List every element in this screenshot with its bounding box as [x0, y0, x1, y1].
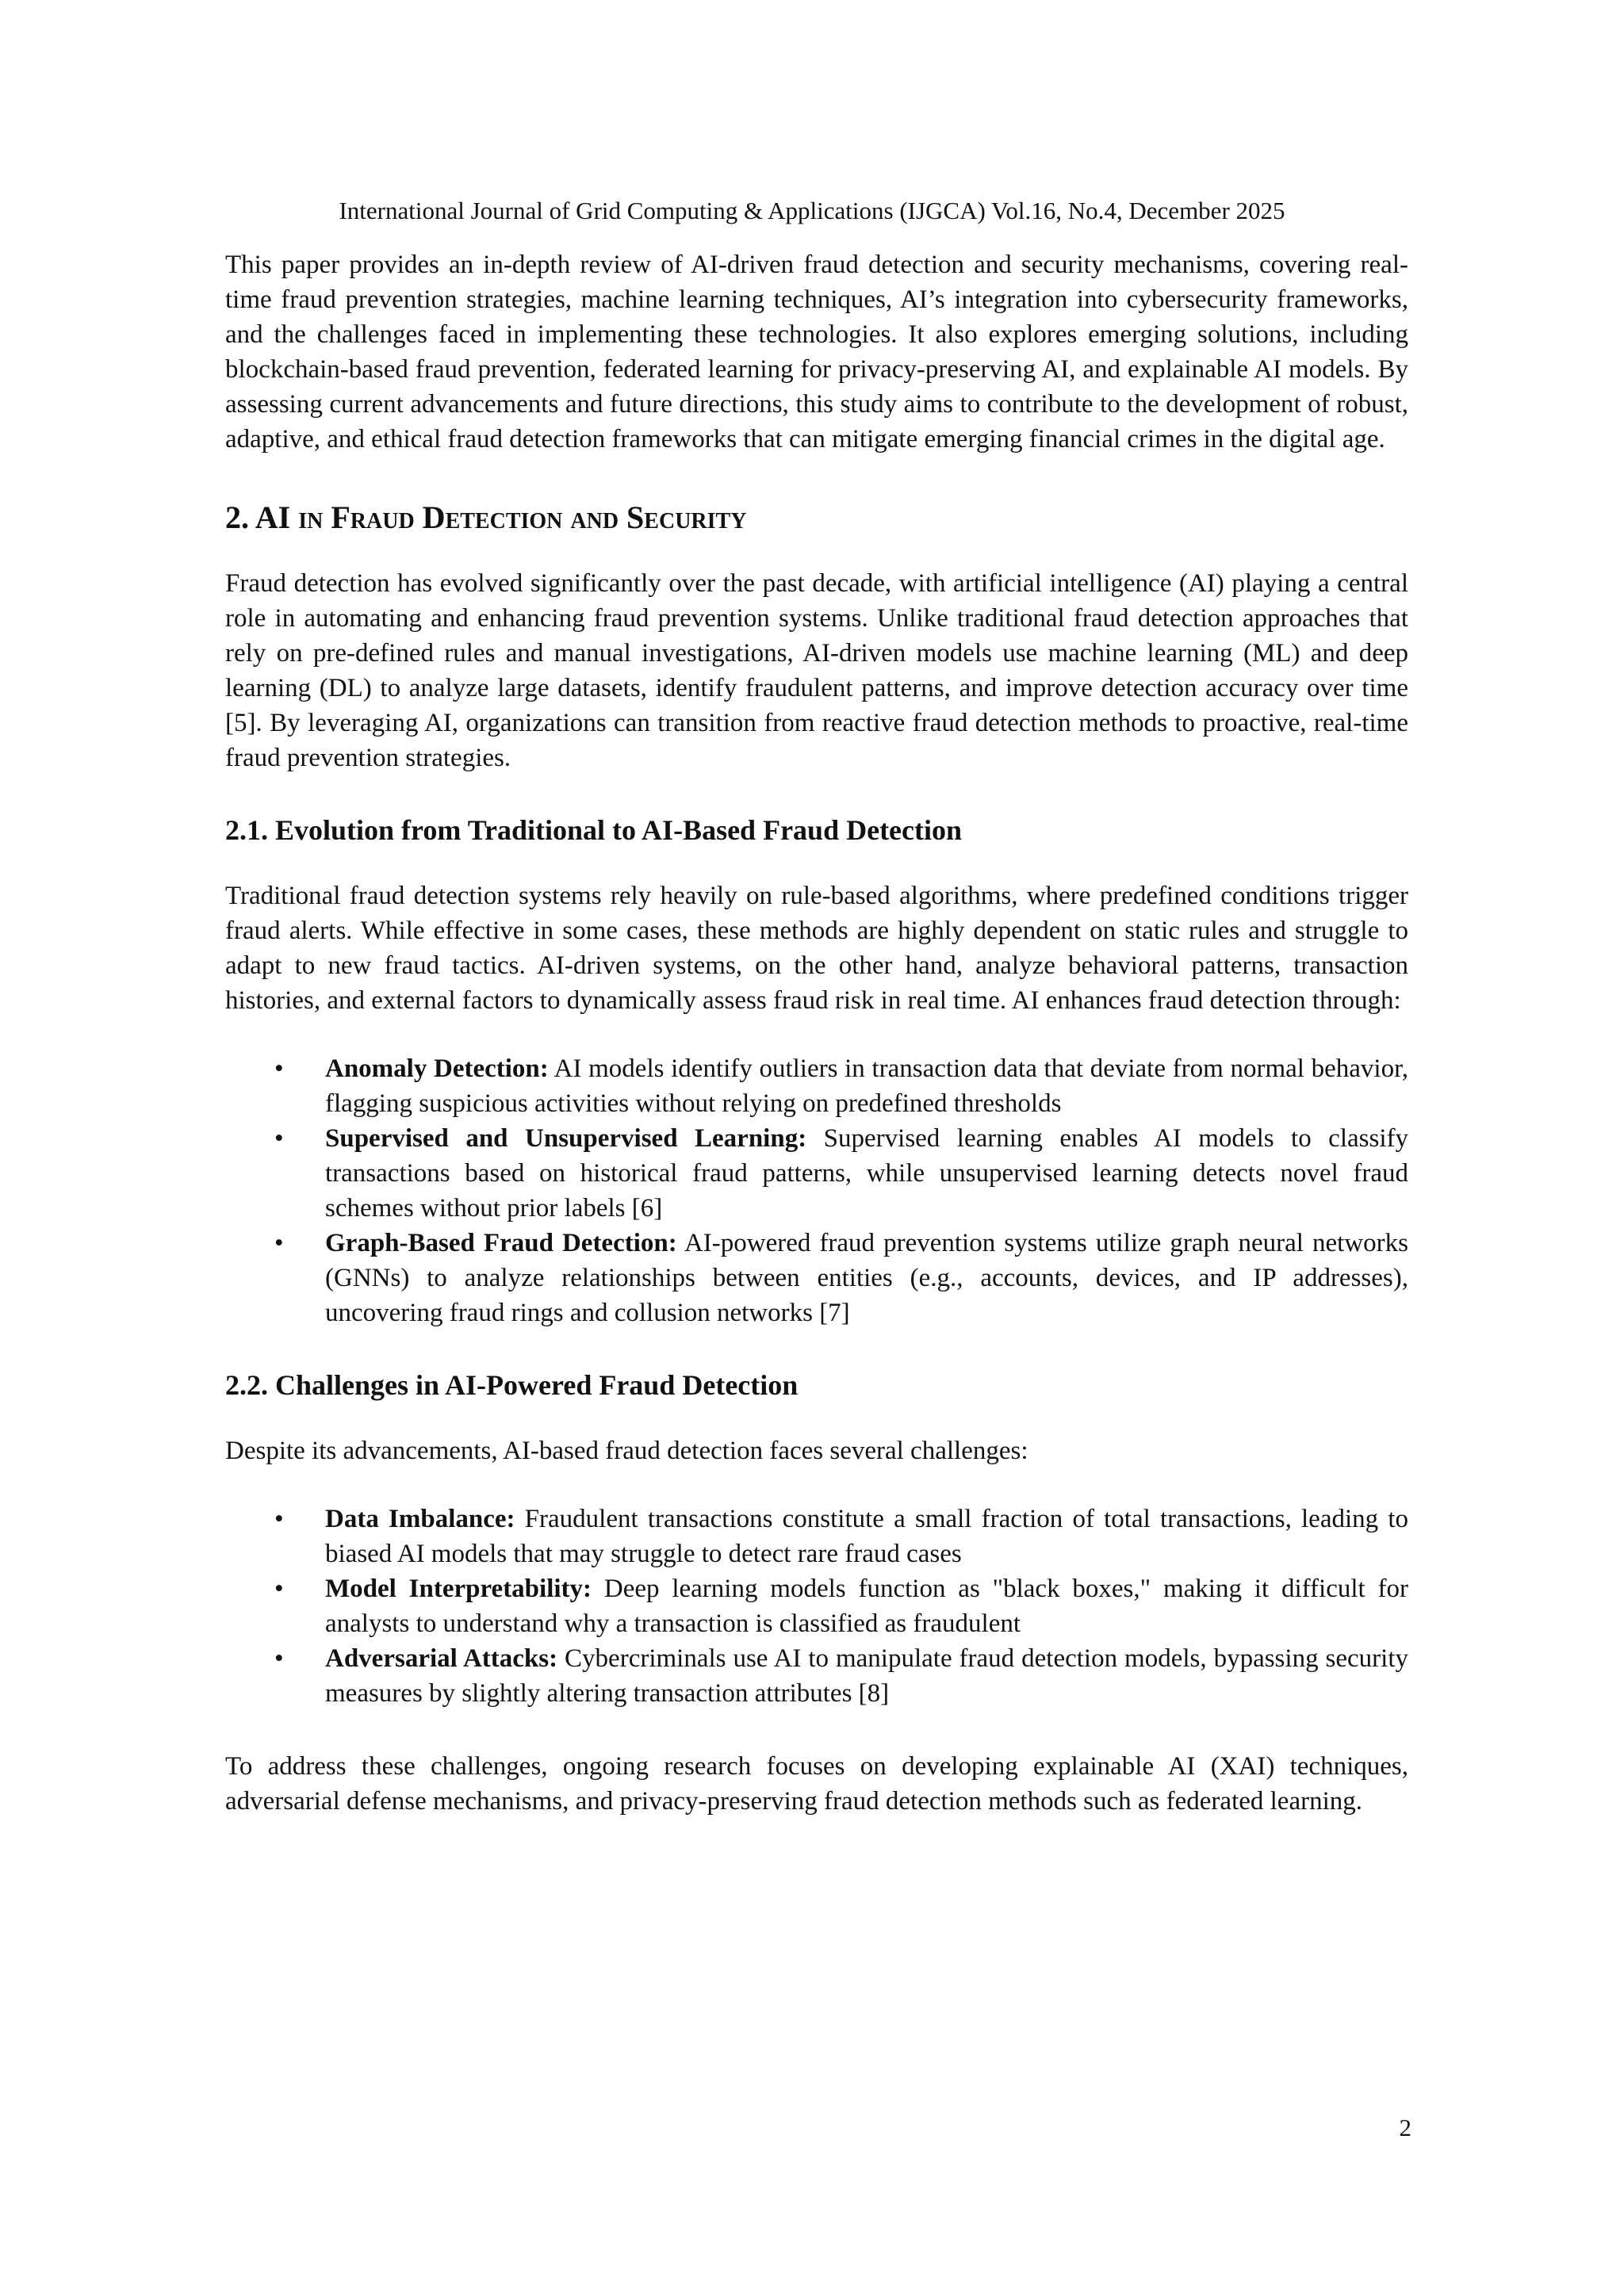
- section-paragraph: Fraud detection has evolved significantly over the past decade, with artificial intelligence (AI) playing a central role in automating and enhancing fraud prevention systems. Unlike traditional fraud detection approaches that rely on pre-defined rules and manual investigations, AI-driven models use machine learning (ML) and deep learning (DL) to analyze large datasets, identify fraudulent patterns, and improve detection accuracy over time [5]. By leveraging AI, organizations can transition from reactive fraud detection methods to proactive, real-time fraud prevention strategies.: [225, 569, 1408, 772]
- bullet-term: Supervised and Unsupervised Learning:: [325, 1124, 807, 1153]
- bullet-item-supervised-learning: [225, 1121, 1408, 1226]
- subsection-1-heading: 2.1. Evolution from Traditional to AI-Based Fraud Detection: [225, 814, 963, 846]
- bullet-text: AI models identify outliers in transaction data that deviate from normal behavior, flagging suspicious activities without relying on predefined thresholds: [325, 1054, 1408, 1118]
- subsection-2-closing-paragraph: To address these challenges, ongoing research focuses on developing explainable AI (XAI) techniques, adversarial defense mechanisms, and privacy-preserving fraud detection methods such as federated learning.: [225, 1752, 1408, 1816]
- subsection-1-bullet-list: [225, 1051, 1408, 1330]
- bullet-term: Anomaly Detection:: [325, 1054, 549, 1083]
- bullet-icon: •: [274, 1644, 284, 1673]
- bullet-text: Deep learning models function as "black boxes," making it difficult for analysts to understand why a transaction is classified as fraudulent: [325, 1575, 1409, 1638]
- bullet-icon: •: [274, 1505, 284, 1533]
- intro-paragraph: This paper provides an in-depth review of AI-driven fraud detection and security mechanisms, covering real-time fraud prevention strategies, machine learning techniques, AI’s integration into cybersecurity frameworks, and the challenges faced in implementing these technologies. It also explores emerging solutions, including blockchain-based fraud prevention, federated learning for privacy-preserving AI, and explainable AI models. By assessing current advancements and future directions, this study aims to contribute to the development of robust, adaptive, and ethical fraud detection frameworks that can mitigate emerging financial crimes in the digital age.: [225, 251, 1408, 453]
- bullet-term: Model Interpretability:: [325, 1575, 592, 1603]
- bullet-term: Data Imbalance:: [325, 1505, 515, 1533]
- bullet-item-graph-based-detection: [225, 1226, 1408, 1330]
- bullet-icon: •: [274, 1229, 284, 1257]
- bullet-item-data-imbalance: [225, 1502, 1408, 1571]
- bullet-text: Supervised learning enables AI models to classify transactions based on historical fraud patterns, while unsupervised learning detects novel fraud schemes without prior labels [6]: [325, 1124, 1408, 1223]
- bullet-icon: •: [274, 1575, 284, 1603]
- bullet-text: Fraudulent transactions constitute a small fraction of total transactions, leading to biased AI models that may struggle to detect rare fraud cases: [325, 1505, 1408, 1568]
- section-heading: 2. AI in Fraud Detection and Security: [225, 499, 747, 535]
- bullet-item-model-interpretability: [225, 1571, 1408, 1641]
- page-number: 2: [1399, 2114, 1411, 2141]
- bullet-item-anomaly-detection: [225, 1051, 1408, 1121]
- bullet-icon: •: [274, 1054, 284, 1083]
- subsection-1-paragraph: Traditional fraud detection systems rely heavily on rule-based algorithms, where predefined conditions trigger fraud alerts. While effective in some cases, these methods are highly dependent on static rules and struggle to adapt to new fraud tactics. AI-driven systems, on the other hand, analyze behavioral patterns, transaction histories, and external factors to dynamically assess fraud risk in real time. AI enhances fraud detection through:: [225, 882, 1408, 1015]
- bullet-term: Adversarial Attacks:: [325, 1644, 558, 1673]
- bullet-icon: •: [274, 1124, 284, 1153]
- subsection-2-paragraph: Despite its advancements, AI-based fraud detection faces several challenges:: [225, 1437, 1028, 1465]
- bullet-text: Cybercriminals use AI to manipulate fraud detection models, bypassing security measures by slightly altering transaction attributes [8]: [325, 1644, 1408, 1708]
- page-body: [225, 247, 1408, 1819]
- subsection-2-bullet-list: [225, 1502, 1408, 1711]
- running-header: International Journal of Grid Computing & Applications (IJGCA) Vol.16, No.4, December 2025: [339, 197, 1285, 224]
- bullet-term: Graph-Based Fraud Detection:: [325, 1229, 677, 1257]
- bullet-text: AI-powered fraud prevention systems utilize graph neural networks (GNNs) to analyze relationships between entities (e.g., accounts, devices, and IP addresses), uncovering fraud rings and collusion networks [7]: [325, 1229, 1408, 1327]
- bullet-item-adversarial-attacks: [225, 1641, 1408, 1711]
- subsection-2-heading: 2.2. Challenges in AI-Powered Fraud Detection: [225, 1369, 799, 1401]
